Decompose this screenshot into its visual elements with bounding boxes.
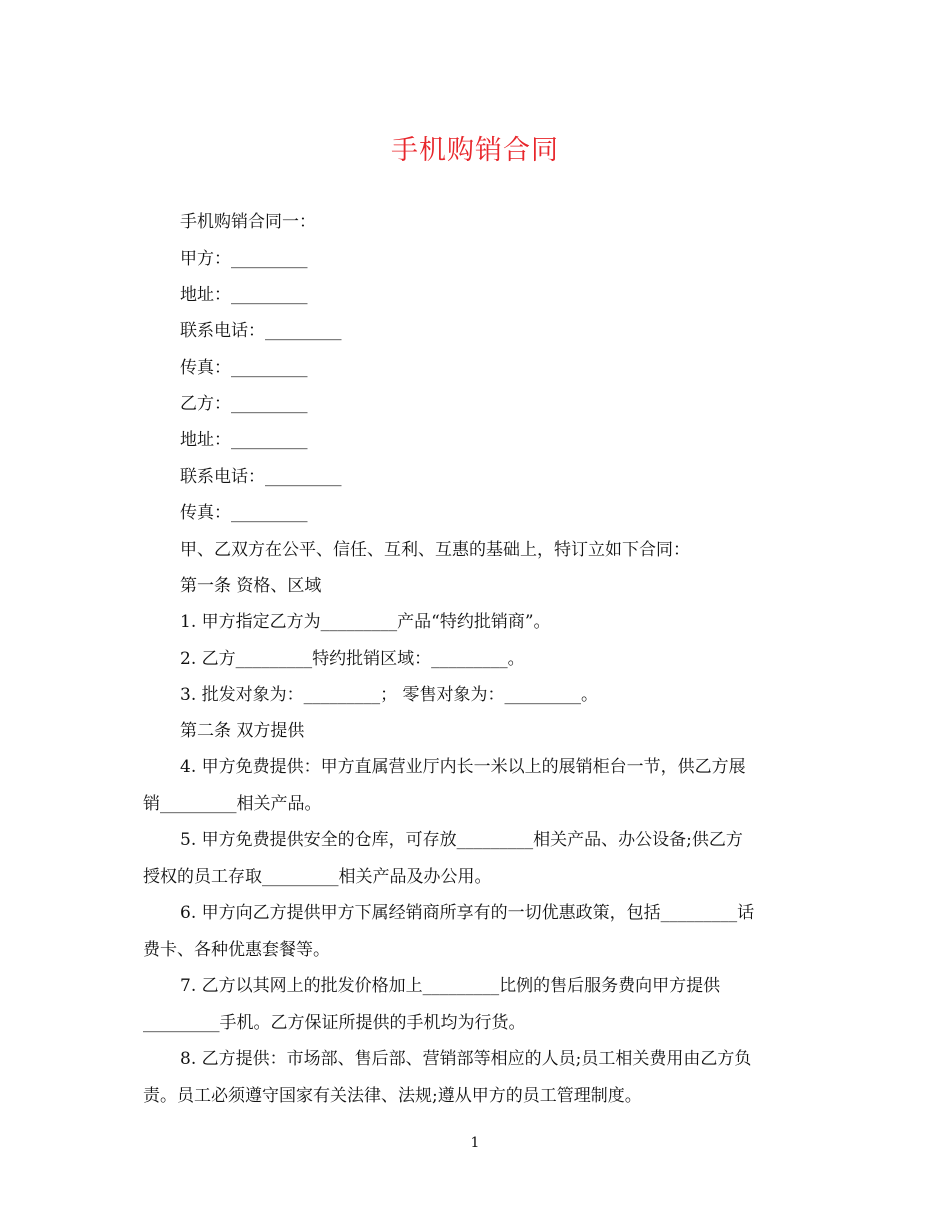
clause-2: 2. 乙方_________特约批销区域：_________。 (180, 649, 525, 669)
party-b-phone-field: 联系电话：_________ (180, 467, 342, 487)
party-a-field: 甲方：_________ (180, 249, 308, 269)
clause-4 (143, 749, 811, 823)
preamble-text: 甲、乙双方在公平、信任、互利、互惠的基础上，特订立如下合同： (180, 540, 690, 560)
article-2-heading: 第二条 双方提供 (180, 721, 305, 741)
party-a-fax-field: 传真：_________ (180, 358, 308, 378)
clause-6-line-2: 费卡、各种优惠套餐等。 (143, 940, 330, 960)
clause-1: 1. 甲方指定乙方为_________产品“特约批销商”。 (180, 612, 551, 632)
party-b-address-field: 地址：_________ (180, 430, 308, 450)
clause-5-line-1: 5. 甲方免费提供安全的仓库，可存放_________相关产品、办公设备;供乙方 (180, 830, 743, 850)
clause-8 (143, 1041, 811, 1115)
document-title: 手机购销合同 (391, 135, 559, 166)
contract-heading: 手机购销合同一： (180, 212, 316, 232)
clause-6-line-1: 6. 甲方向乙方提供甲方下属经销商所享有的一切优惠政策，包括_________话 (180, 903, 755, 923)
clause-8-line-1: 8. 乙方提供：市场部、售后部、营销部等相应的人员;员工相关费用由乙方负 (180, 1049, 752, 1069)
party-b-field: 乙方：_________ (180, 394, 308, 414)
clause-6 (143, 895, 811, 969)
party-a-address-field: 地址：_________ (180, 285, 308, 305)
clause-5 (143, 822, 811, 896)
page-number: 1 (470, 1135, 480, 1151)
clause-4-line-2: 销_________相关产品。 (143, 794, 322, 814)
party-a-phone-field: 联系电话：_________ (180, 321, 342, 341)
clause-7-line-2: _________手机。乙方保证所提供的手机均为行货。 (143, 1013, 526, 1033)
clause-5-line-2: 授权的员工存取_________相关产品及办公用。 (143, 867, 492, 887)
clause-7 (143, 968, 811, 1042)
article-1-heading: 第一条 资格、区域 (180, 576, 322, 596)
party-b-fax-field: 传真：_________ (180, 503, 308, 523)
clause-8-line-2: 责。员工必须遵守国家有关法律、法规;遵从甲方的员工管理制度。 (143, 1086, 642, 1106)
clause-7-line-1: 7. 乙方以其网上的批发价格加上_________比例的售后服务费向甲方提供 (180, 976, 721, 996)
clause-4-line-1: 4. 甲方免费提供：甲方直属营业厅内长一米以上的展销柜台一节，供乙方展 (180, 757, 746, 777)
clause-3: 3. 批发对象为：_________； 零售对象为：_________。 (180, 685, 599, 705)
